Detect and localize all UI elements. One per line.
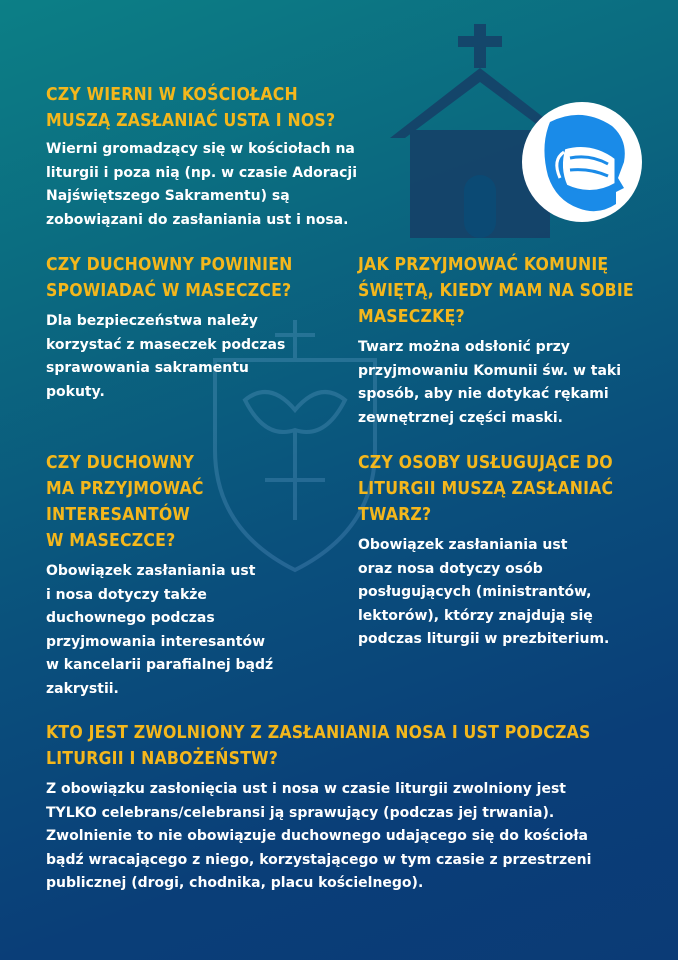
answer-confession-mask: Dla bezpieczeństwa należy korzystać z maseczek podczas sprawowania sakramentu pokuty. — [46, 313, 286, 400]
answer-liturgy-servers: Obowiązek zasłaniania ust oraz nosa dotyczy osób posługujących (ministrantów, lektorów), którzy znajdują się podczas liturgii w prezbiterium. — [358, 537, 610, 647]
question-exemptions: KTO JEST ZWOLNIONY Z ZASŁANIANIA NOSA I UST PODCZAS LITURGII I NABOŻEŃSTW? — [46, 723, 591, 769]
question-masks-in-churches: CZY WIERNI W KOŚCIOŁACH MUSZĄ ZASŁANIAĆ USTA I NOS? — [46, 85, 336, 131]
question-clergy-visitors: CZY DUCHOWNY MA PRZYJMOWAĆ INTERESANTÓW W MASECZCE? — [46, 453, 204, 551]
question-liturgy-servers: CZY OSOBY USŁUGUJĄCE DO LITURGII MUSZĄ ZASŁANIAĆ TWARZ? — [358, 453, 614, 525]
answer-clergy-visitors: Obowiązek zasłaniania ust i nosa dotyczy także duchownego podczas przyjmowania interesantów w kancelarii parafialnej bądź zakrystii. — [46, 563, 274, 697]
question-communion-mask: JAK PRZYJMOWAĆ KOMUNIĘ ŚWIĘTĄ, KIEDY MAM NA SOBIE MASECZKĘ? — [358, 255, 634, 327]
answer-exemptions: Z obowiązku zasłonięcia ust i nosa w czasie liturgii zwolniony jest TYLKO celebrans/celebransi ją sprawujący (podczas jej trwania). Zwolnienie to nie obowiązuje duchownego udającego się do kościoła bądź wracającego z niego, korzystającego w tym czasie z przestrzeni publicznej (drogi, chodnika, placu kościelnego). — [46, 781, 592, 891]
answer-masks-in-churches: Wierni gromadzący się w kościołach na liturgii i poza nią (np. w czasie Adoracji Najświętszego Sakramentu) są zobowiązani do zasłaniania ust i nosa. — [46, 141, 358, 228]
masked-face-icon — [520, 100, 644, 224]
question-confession-mask: CZY DUCHOWNY POWINIEN SPOWIADAĆ W MASECZCE? — [46, 255, 293, 301]
answer-communion-mask: Twarz można odsłonić przy przyjmowaniu Komunii św. w taki sposób, aby nie dotykać rękami zewnętrznej części maski. — [358, 339, 622, 426]
